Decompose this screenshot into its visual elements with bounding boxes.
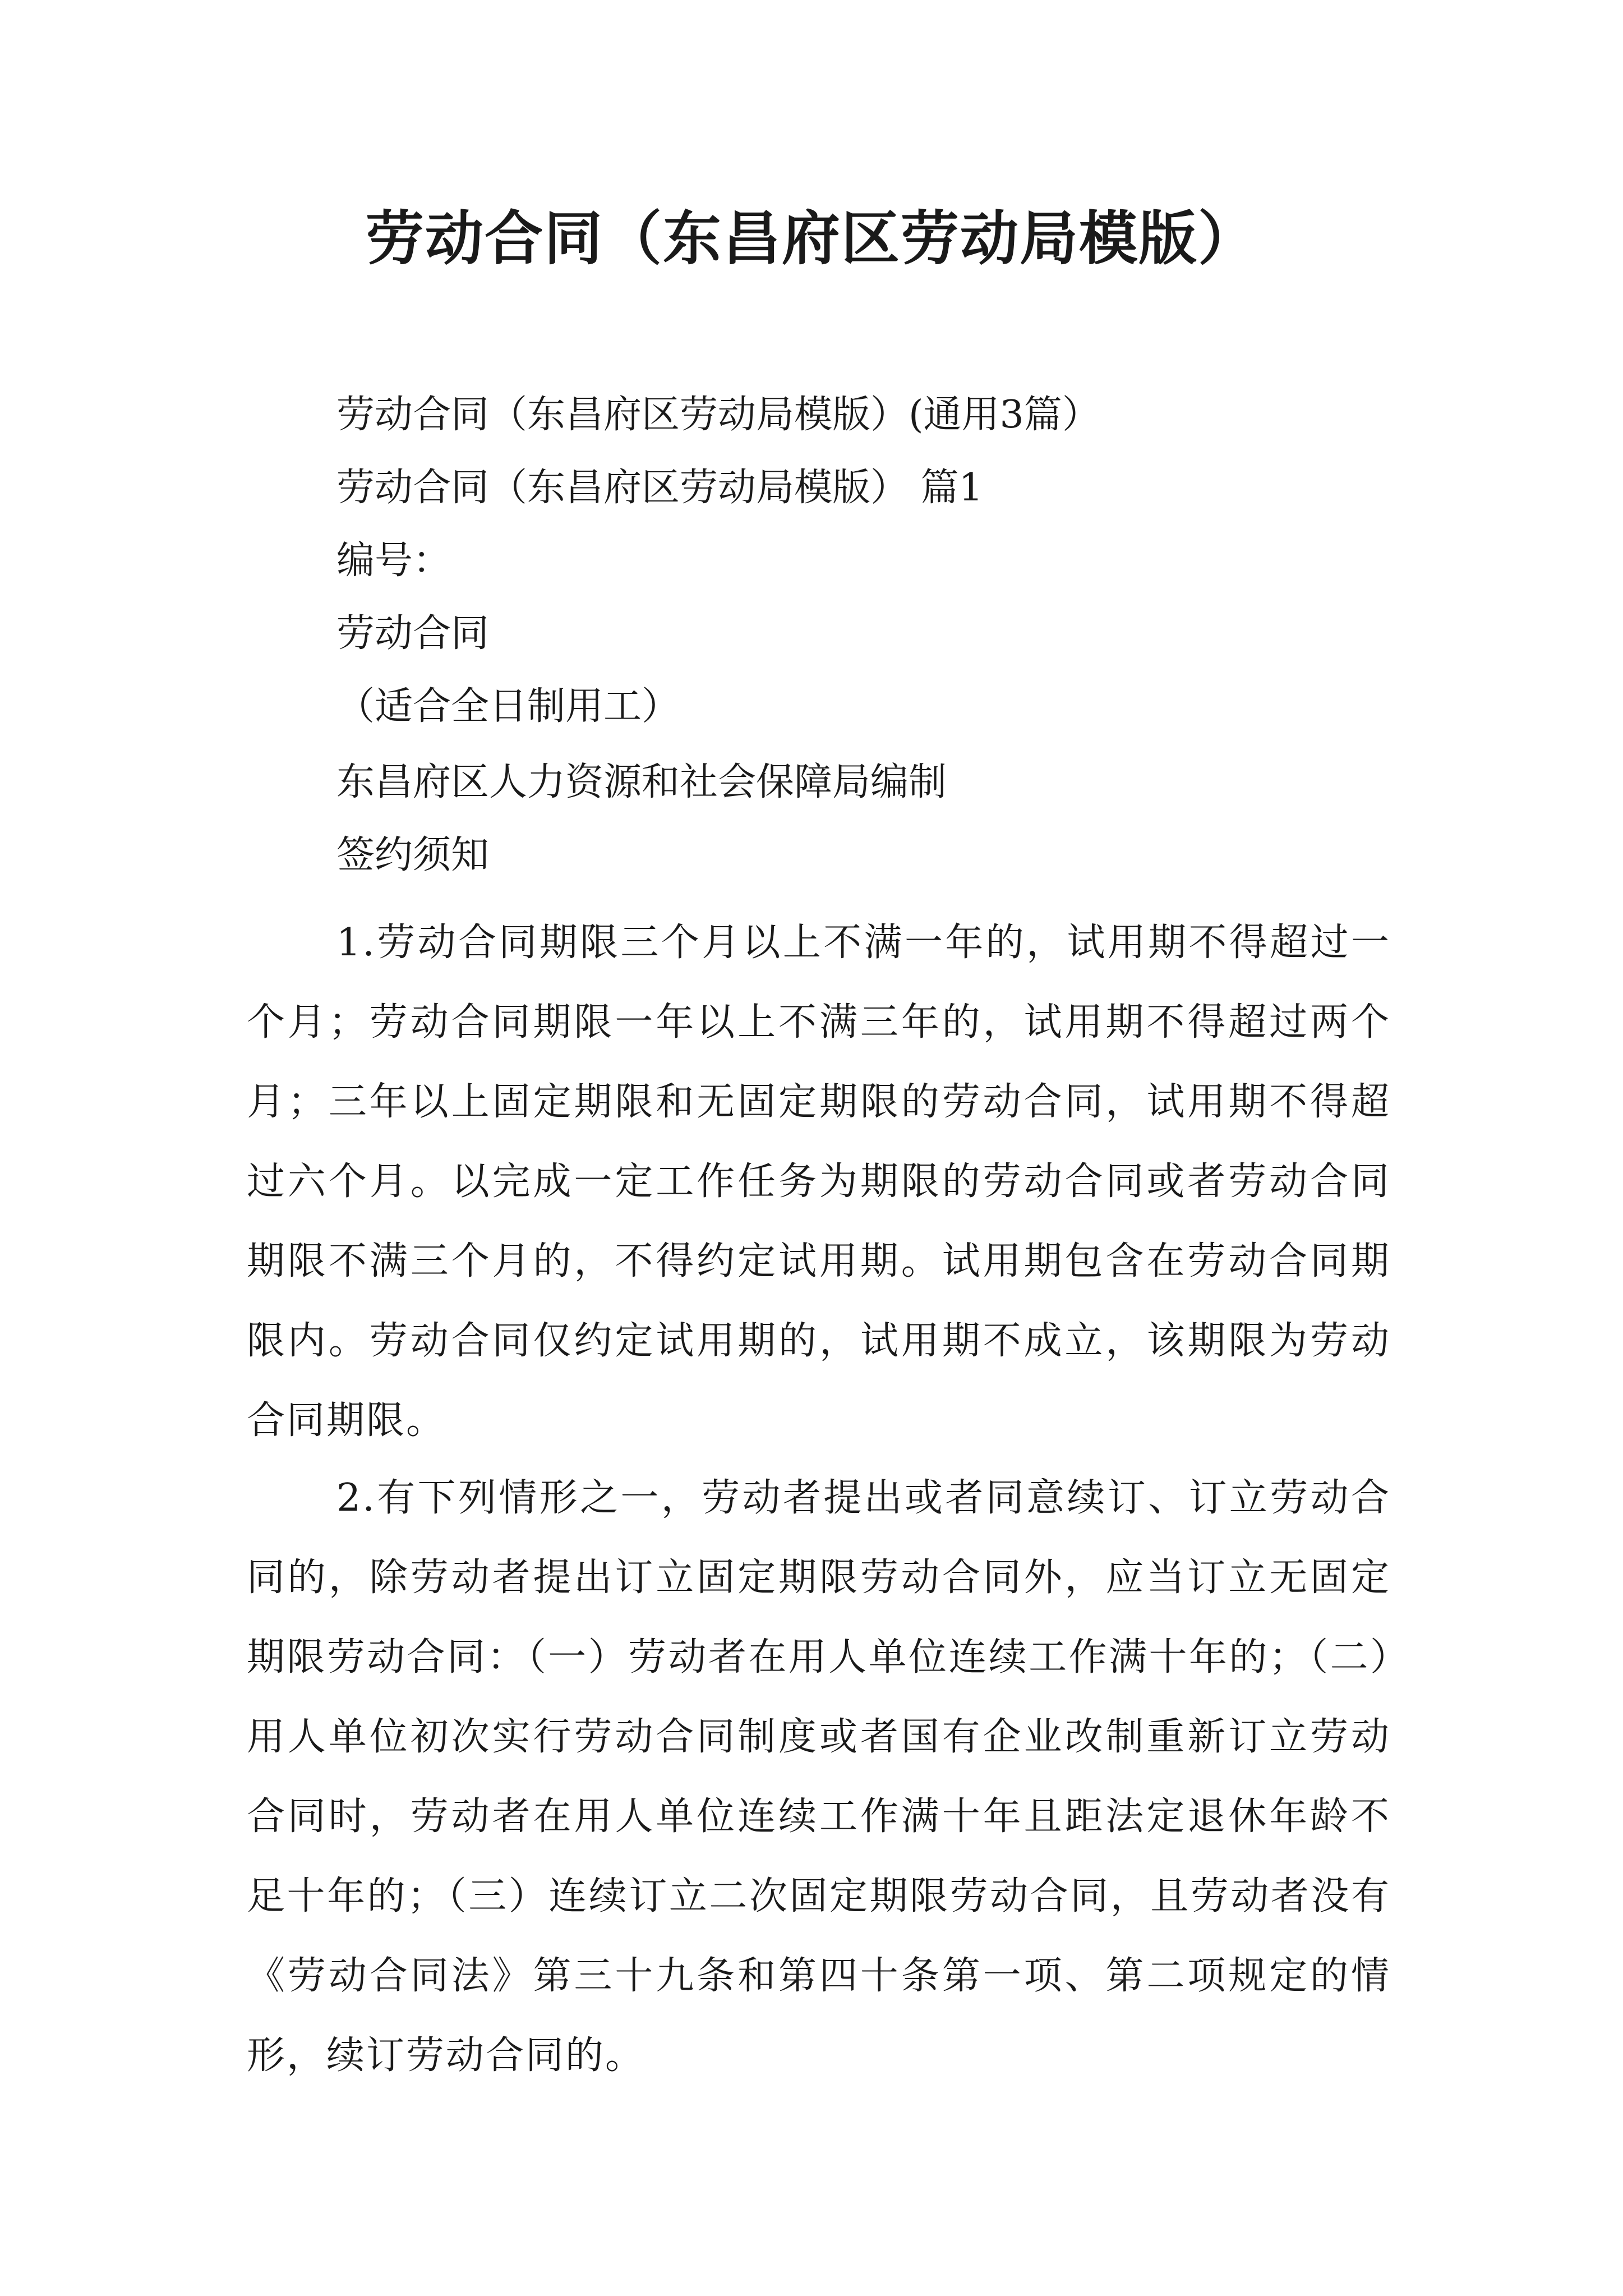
contract-heading: 劳动合同 <box>336 611 490 656</box>
number-label: 编号： <box>336 539 451 583</box>
signing-notice-heading: 签约须知 <box>336 833 490 877</box>
notice-paragraph-1: 1.劳动合同期限三个月以上不满一年的，试用期不得超过一个月；劳动合同期限一年以上不满三年的，试用期不得超过两个月；三年以上固定期限和无固定期限的劳动合同，试用期不得超过六个月。以完成一定工作任务为期限的劳动合同或者劳动合同期限不满三个月的，不得约定试用期。试用期包含在劳动合同期限内。劳动合同仅约定试用期的，试用期不成立，该期限为劳动合同期限。 <box>247 921 1391 1443</box>
notice-paragraph-2: 2.有下列情形之一，劳动者提出或者同意续订、订立劳动合同的，除劳动者提出订立固定期限劳动合同外，应当订立无固定期限劳动合同：（一）劳动者在用人单位连续工作满十年的；（二）用人单位初次实行劳动合同制度或者国有企业改制重新订立劳动合同时，劳动者在用人单位连续工作满十年且距法定退休年龄不足十年的；（三）连续订立二次固定期限劳动合同，且劳动者没有《劳动合同法》第三十九条和第四十条第一项、第二项规定的情形，续订劳动合同的。 <box>247 1476 1391 2078</box>
compiler-line: 东昌府区人力资源和社会保障局编制 <box>336 760 947 804</box>
subtitle-line: 劳动合同（东昌府区劳动局模版）(通用3篇） <box>336 393 1100 437</box>
document-title: 劳动合同（东昌府区劳动局模版） <box>365 204 1257 273</box>
applicability-note: （适合全日制用工） <box>336 684 680 729</box>
section-heading: 劳动合同（东昌府区劳动局模版） 篇1 <box>336 466 983 510</box>
